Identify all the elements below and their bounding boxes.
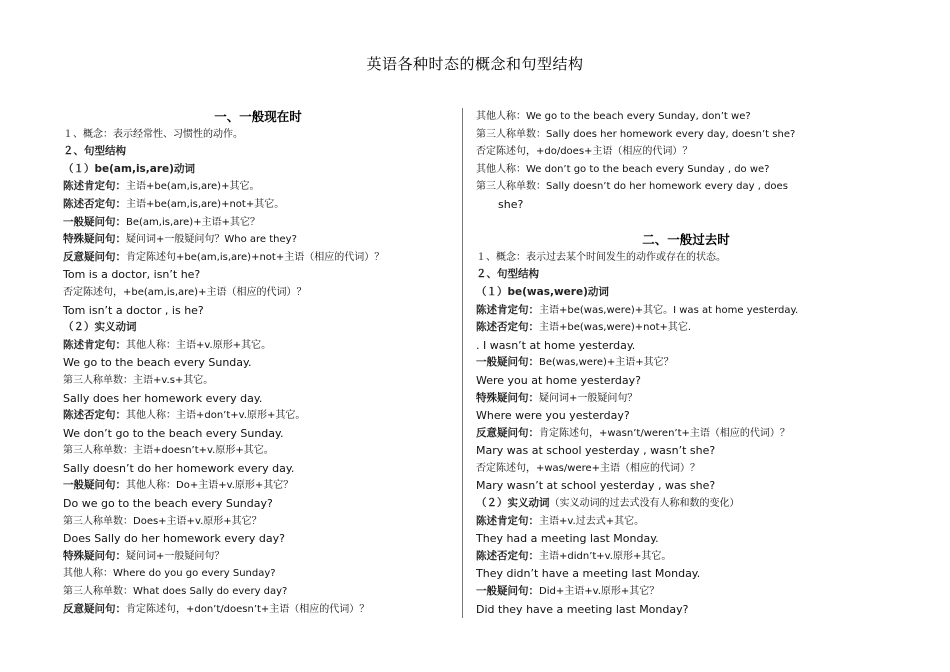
text-line: [476, 161, 896, 179]
text-line: [476, 460, 896, 478]
text-line: [63, 460, 453, 478]
text-line: [63, 565, 453, 583]
text-line: [63, 390, 453, 408]
line-text: 否定陈述句，+was/were+主语（相应的代词）？: [476, 462, 701, 474]
text-line: [63, 143, 453, 161]
text-line: [63, 284, 453, 302]
line-text: 疑问词+一般疑问句？Who are they?: [126, 234, 297, 246]
text-line: [476, 126, 896, 144]
line-text: 主语+be(am,is,are)+其它。: [126, 181, 260, 193]
line-text: Be(was,were)+主语+其它？: [539, 357, 674, 369]
text-line: [63, 513, 453, 531]
text-line: [476, 302, 896, 320]
line-label: 陈述肯定句：: [63, 180, 126, 193]
text-line: [476, 266, 896, 284]
line-label: 特殊疑问句：: [63, 549, 126, 562]
text-line: [476, 601, 896, 619]
text-line: [63, 319, 453, 337]
text-line: [63, 530, 453, 548]
text-line: [63, 161, 453, 179]
text-line: [63, 266, 453, 284]
line-label: （１）be(am,is,are)动词: [63, 162, 195, 175]
line-text: They didn’t have a meeting last Monday.: [476, 567, 701, 581]
text-line: [476, 442, 896, 460]
spacer: [476, 214, 896, 232]
text-line: [476, 495, 896, 513]
text-line: [63, 442, 453, 460]
text-line: [63, 302, 453, 320]
line-text: 肯定陈述句，+wasn’t/weren’t+主语（相应的代词）？: [539, 427, 790, 439]
line-label: 陈述否定句：: [476, 321, 539, 334]
text-line: [476, 407, 896, 425]
line-text: 其他人称：Do+主语+v.原形+其它？: [126, 480, 294, 492]
line-text: 主语+v.过去式+其它。: [539, 515, 645, 527]
line-label: 反意疑问句：: [63, 602, 126, 615]
line-label: 反意疑问句：: [63, 250, 126, 263]
line-label: 陈述否定句：: [63, 409, 126, 422]
text-line: [476, 372, 896, 390]
text-line: [476, 513, 896, 531]
line-text: 疑问词+一般疑问句？: [126, 550, 225, 562]
line-text: 第三人称单数：Sally does her homework every day, doesn’t she?: [476, 128, 796, 140]
line-text: 第三人称单数：主语+doesn’t+v.原形+其它。: [63, 445, 274, 457]
line-text: 否定陈述句，+do/does+主语（相应的代词）？: [476, 146, 693, 158]
line-text: Tom is a doctor, isn’t he?: [63, 268, 201, 282]
line-label: 陈述否定句：: [63, 197, 126, 210]
line-text: Mary was at school yesterday , wasn’t she?: [476, 444, 716, 458]
line-text: Tom isn’t a doctor , is he?: [63, 303, 204, 317]
line-text: We go to the beach every Sunday.: [63, 356, 252, 370]
section-heading: 二、一般过去时: [642, 232, 730, 248]
line-label: 一般疑问句：: [63, 215, 126, 228]
text-line: [63, 354, 453, 372]
text-line: [63, 196, 453, 214]
left-column: [63, 108, 453, 618]
line-text: . I wasn’t at home yesterday.: [476, 338, 636, 352]
text-line: [476, 354, 896, 372]
text-line: [476, 284, 896, 302]
text-line: [476, 337, 896, 355]
text-line: [63, 601, 453, 619]
line-text: 其他人称：Where do you go every Sunday?: [63, 568, 276, 580]
line-label: 陈述肯定句：: [63, 338, 126, 351]
text-line: [476, 583, 896, 601]
text-line: [476, 249, 896, 267]
line-text: １、概念：表示经常性、习惯性的动作。: [63, 128, 243, 140]
text-line: [476, 319, 896, 337]
text-line: [63, 548, 453, 566]
line-text: They had a meeting last Monday.: [476, 532, 659, 546]
line-label: 一般疑问句：: [476, 356, 539, 369]
line-text: 主语+be(am,is,are)+not+其它。: [126, 198, 285, 210]
line-text: Sally doesn’t do her homework every day.: [63, 461, 295, 475]
text-line: [476, 178, 896, 196]
section-heading: 一、一般现在时: [214, 109, 302, 124]
line-text: 其他人称：主语+don’t+v.原形+其它。: [126, 410, 306, 422]
line-label: 一般疑问句：: [63, 479, 126, 492]
line-text: 第三人称单数：Does+主语+v.原形+其它？: [63, 515, 262, 527]
line-text: 第三人称单数：主语+v.s+其它。: [63, 374, 214, 386]
line-label: （２）实义动词: [476, 497, 550, 510]
line-label: ２、句型结构: [476, 268, 539, 281]
line-text: 疑问词+一般疑问句？: [539, 392, 638, 404]
line-text: Do we go to the beach every Sunday?: [63, 497, 273, 511]
line-text: she?: [498, 197, 524, 211]
text-line: [476, 108, 896, 126]
line-label: （２）实义动词: [63, 321, 137, 334]
line-text: 肯定陈述句，+don’t/doesn’t+主语（相应的代词）？: [126, 603, 370, 615]
line-label: 陈述否定句：: [476, 549, 539, 562]
line-text: １、概念：表示过去某个时间发生的动作或存在的状态。: [476, 251, 726, 263]
line-label: 特殊疑问句：: [476, 391, 539, 404]
line-text: Does Sally do her homework every day?: [63, 532, 285, 546]
text-line: [476, 477, 896, 495]
text-line: [63, 231, 453, 249]
line-text: 主语+didn’t+v.原形+其它。: [539, 550, 672, 562]
line-label: 反意疑问句：: [476, 426, 539, 439]
line-text: 主语+be(was,were)+not+其它.: [539, 322, 692, 334]
line-text: 第三人称单数：Sally doesn’t do her homework every day , does: [476, 181, 788, 193]
line-text: （实义动词的过去式没有人称和数的变化）: [549, 498, 740, 510]
text-line: [476, 565, 896, 583]
text-line: [476, 390, 896, 408]
text-line: [63, 495, 453, 513]
text-line: [476, 425, 896, 443]
line-text: We don’t go to the beach every Sunday.: [63, 426, 284, 440]
line-label: 陈述肯定句：: [476, 514, 539, 527]
text-line: [63, 178, 453, 196]
text-line: [63, 249, 453, 267]
text-line: [63, 337, 453, 355]
line-label: （１）be(was,were)动词: [476, 285, 609, 298]
text-line: [476, 530, 896, 548]
text-line: [476, 143, 896, 161]
line-text: Did+主语+v.原形+其它？: [539, 586, 660, 598]
document-title: 英语各种时态的概念和句型结构: [366, 55, 584, 73]
text-line: [63, 477, 453, 495]
right-column: [476, 108, 896, 618]
line-text: 其他人称：主语+v.原形+其它。: [126, 339, 272, 351]
line-text: Mary wasn’t at school yesterday , was she?: [476, 479, 716, 493]
line-label: 特殊疑问句：: [63, 233, 126, 246]
line-text: Sally does her homework every day.: [63, 391, 263, 405]
line-text: 主语+be(was,were)+其它。I was at home yesterday.: [539, 304, 799, 316]
text-line: [63, 372, 453, 390]
text-line: [63, 583, 453, 601]
line-text: 肯定陈述句+be(am,is,are)+not+主语（相应的代词）？: [126, 251, 385, 263]
line-label: ２、句型结构: [63, 145, 126, 158]
line-label: 一般疑问句：: [476, 585, 539, 598]
line-text: 其他人称：We go to the beach every Sunday, don’t we?: [476, 111, 751, 122]
line-text: 否定陈述句，+be(am,is,are)+主语（相应的代词）？: [63, 286, 307, 298]
text-line: [476, 196, 896, 214]
line-text: 第三人称单数：What does Sally do every day?: [63, 586, 288, 598]
line-text: Be(am,is,are)+主语+其它？: [126, 216, 260, 228]
text-line: [63, 425, 453, 443]
text-line: [63, 407, 453, 425]
line-text: Did they have a meeting last Monday?: [476, 602, 689, 616]
line-text: Where were you yesterday?: [476, 409, 630, 423]
text-line: [63, 214, 453, 232]
text-line: [476, 548, 896, 566]
column-divider: [462, 108, 463, 618]
line-text: Were you at home yesterday?: [476, 373, 641, 387]
text-line: [63, 126, 453, 144]
line-text: 其他人称：We don’t go to the beach every Sunday , do we?: [476, 163, 770, 175]
line-label: 陈述肯定句：: [476, 303, 539, 316]
